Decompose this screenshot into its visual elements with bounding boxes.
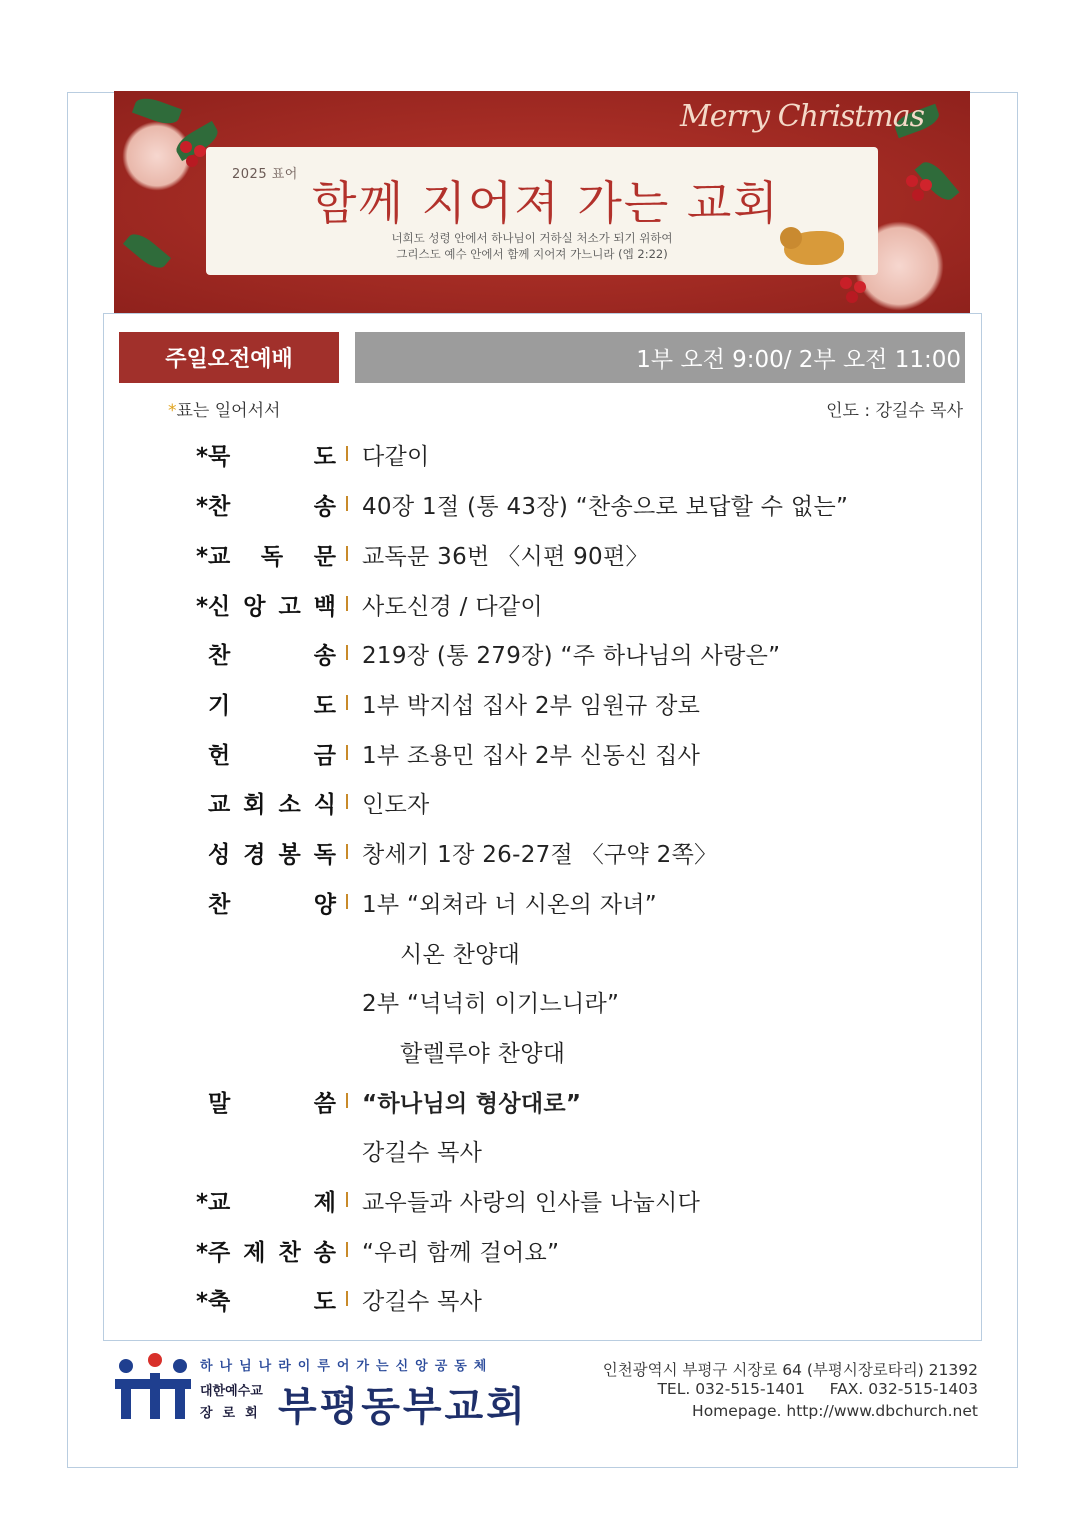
- order-item-value: 1부 조용민 집사 2부 신동신 집사: [362, 742, 701, 769]
- order-item-label-char: 성: [208, 841, 231, 868]
- order-item: [196, 1084, 956, 1118]
- church-tel-fax: TEL. 032-515-1401 FAX. 032-515-1403: [657, 1380, 978, 1398]
- order-item-label-char: 송: [313, 1239, 336, 1266]
- order-item-label: [208, 1084, 336, 1118]
- logo-bar: [175, 1379, 185, 1419]
- order-item: [196, 1282, 956, 1316]
- order-item-value: 40장 1절 (통 43장) “찬송으로 보답할 수 없는”: [362, 493, 849, 520]
- order-item-label-char: *주: [196, 1239, 231, 1266]
- order-item-value: 강길수 목사: [362, 1288, 483, 1315]
- order-item-label-char: 문: [313, 543, 336, 570]
- order-item-label-char: 회: [243, 791, 266, 818]
- order-item-label-char: *묵: [196, 443, 231, 470]
- logo-bar: [150, 1373, 160, 1419]
- order-item-label-char: 식: [313, 791, 336, 818]
- denomination-line-2: 장로회: [200, 1406, 268, 1421]
- order-item-label: [196, 487, 336, 521]
- banner-title: 함께 지어져 가는 교회: [312, 176, 780, 230]
- berries-icon: [906, 175, 918, 187]
- order-item-label: [196, 537, 336, 571]
- church-name: 부평동부교회: [278, 1384, 528, 1430]
- order-item-value: 다같이: [362, 443, 430, 470]
- order-item-label-char: *신: [196, 593, 231, 620]
- order-item: [196, 835, 956, 869]
- order-item-label: [196, 1282, 336, 1316]
- order-item-label-char: 씀: [313, 1090, 336, 1117]
- order-item-label: [196, 1183, 336, 1217]
- anthem-2: 2부 “넉넉히 이기느니라”: [362, 990, 620, 1017]
- order-item-separator: [346, 695, 348, 710]
- order-item-separator: [346, 1291, 348, 1306]
- order-item-label-char: 찬: [208, 891, 231, 918]
- order-item-label-char: 교: [208, 791, 231, 818]
- order-item-label: [208, 736, 336, 770]
- order-item: [196, 1183, 956, 1217]
- order-item-label: [208, 885, 336, 919]
- order-item-label-char: 경: [243, 841, 266, 868]
- order-item: [196, 437, 956, 471]
- order-item-label-char: 제: [313, 1189, 336, 1216]
- order-item-value: 인도자: [362, 791, 430, 818]
- banner-year-label: 2025 표어: [232, 167, 298, 182]
- church-address: 인천광역시 부평구 시장로 64 (부평시장로타리) 21392: [602, 1361, 978, 1379]
- berries-icon: [180, 141, 192, 153]
- merry-christmas-text: Merry Christmas: [680, 99, 925, 134]
- order-item-label-char: 금: [313, 742, 336, 769]
- robin-bird-head-icon: [780, 227, 802, 249]
- order-item-separator: [346, 1242, 348, 1257]
- order-item-label-char: 도: [313, 443, 336, 470]
- order-item: [196, 487, 956, 521]
- order-item: [196, 587, 956, 621]
- standing-note-text: 표는 일어서서: [176, 401, 281, 421]
- order-item-separator: [346, 446, 348, 461]
- logo-dot: [148, 1353, 162, 1367]
- order-item-label: [208, 785, 336, 819]
- order-item-label-char: *찬: [196, 493, 231, 520]
- order-item: [196, 686, 956, 720]
- logo-dot: [173, 1359, 187, 1373]
- order-item-separator: [346, 596, 348, 611]
- church-homepage[interactable]: Homepage. http://www.dbchurch.net: [692, 1402, 978, 1420]
- banner-verse-line-2: 그리스도 예수 안에서 함께 지어져 가느니라 (엡 2:22): [396, 247, 668, 261]
- order-item-label-char: 송: [313, 642, 336, 669]
- choir-2: 할렐루야 찬양대: [400, 1040, 566, 1067]
- order-item-label-char: 앙: [243, 593, 266, 620]
- order-item-label-char: 찬: [278, 1239, 301, 1266]
- standing-note: [168, 396, 280, 421]
- berries-icon: [840, 277, 852, 289]
- order-item-label-char: 도: [313, 1288, 336, 1315]
- order-item-value: 교우들과 사랑의 인사를 나눕시다: [362, 1189, 701, 1216]
- order-item-label-char: 백: [313, 593, 336, 620]
- order-item: [196, 885, 956, 919]
- order-item-separator: [346, 1192, 348, 1207]
- order-item: [196, 1233, 956, 1267]
- denomination-line-1: 대한예수교: [200, 1384, 263, 1399]
- order-item-separator: [346, 496, 348, 511]
- order-item-label-char: 독: [260, 543, 284, 570]
- order-item-label-char: 도: [313, 692, 336, 719]
- banner-verse-line-1: 너희도 성령 안에서 하나님이 거하실 처소가 되기 위하여: [391, 231, 673, 245]
- order-item-label-char: *축: [196, 1288, 231, 1315]
- order-item-label-char: 양: [313, 891, 336, 918]
- order-item-value: 창세기 1장 26-27절 〈구약 2쪽〉: [362, 841, 718, 868]
- order-item-separator: [346, 1093, 348, 1108]
- church-logo-icon: [115, 1353, 195, 1421]
- order-item-label: [208, 636, 336, 670]
- order-item-label-char: 송: [313, 493, 336, 520]
- order-item-value: 사도신경 / 다같이: [362, 593, 543, 620]
- order-item-value: 1부 “외쳐라 너 시온의 자녀”: [362, 891, 657, 918]
- service-leader: 인도 : 강길수 목사: [826, 401, 963, 421]
- order-item: [196, 636, 956, 670]
- order-item-label: [208, 686, 336, 720]
- order-item-label-char: 독: [313, 841, 336, 868]
- order-item-label-char: 찬: [208, 642, 231, 669]
- order-item-label-char: *교: [196, 543, 231, 570]
- order-item-label: [196, 1233, 336, 1267]
- preacher: 강길수 목사: [362, 1139, 483, 1166]
- order-item: [196, 537, 956, 571]
- order-item-label: [196, 587, 336, 621]
- order-item-label-char: 봉: [278, 841, 301, 868]
- christmas-banner: [114, 91, 970, 313]
- order-item-value: 교독문 36번 〈시편 90편〉: [362, 543, 649, 570]
- order-item-label-char: 말: [208, 1090, 231, 1117]
- order-item-separator: [346, 546, 348, 561]
- logo-dot: [119, 1359, 133, 1373]
- order-item-separator: [346, 794, 348, 809]
- standing-star: *: [168, 401, 177, 421]
- order-item-separator: [346, 844, 348, 859]
- order-item-label-char: 소: [278, 791, 301, 818]
- order-item-label-char: 고: [278, 593, 301, 620]
- order-item-separator: [346, 894, 348, 909]
- service-title: 주일오전예배: [119, 332, 339, 383]
- church-motto: 하나님나라이루어가는신앙공동체: [200, 1359, 494, 1374]
- order-item-label-char: 제: [243, 1239, 266, 1266]
- order-item: [196, 736, 956, 770]
- order-item-value: 1부 박지섭 집사 2부 임원규 장로: [362, 692, 701, 719]
- order-item-label: [208, 835, 336, 869]
- order-item-label: [196, 437, 336, 471]
- order-item: [196, 785, 956, 819]
- order-item-separator: [346, 645, 348, 660]
- order-item-value: “하나님의 형상대로”: [362, 1090, 582, 1117]
- choir-1: 시온 찬양대: [400, 941, 521, 968]
- order-item-label-char: *교: [196, 1189, 231, 1216]
- order-item-value: “우리 함께 걸어요”: [362, 1239, 560, 1266]
- logo-bar: [121, 1379, 131, 1419]
- service-time: 1부 오전 9:00/ 2부 오전 11:00: [355, 332, 965, 383]
- order-item-label-char: 기: [208, 692, 231, 719]
- order-item-label-char: 헌: [208, 742, 231, 769]
- order-item-separator: [346, 745, 348, 760]
- order-item-value: 219장 (통 279장) “주 하나님의 사랑은”: [362, 642, 781, 669]
